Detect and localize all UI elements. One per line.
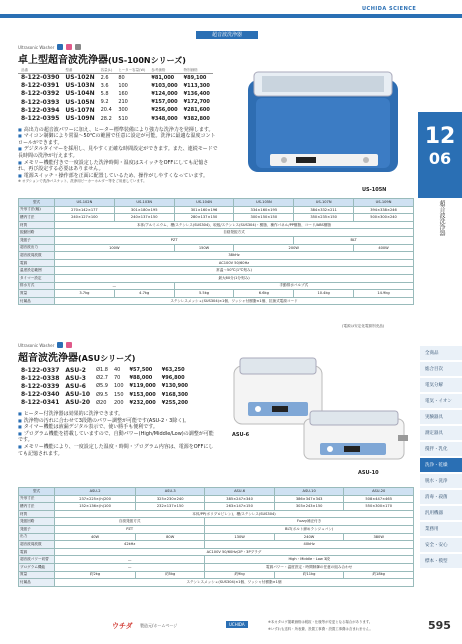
table-row: 質量 約2kg 約5kg 約9kg 約11kg 約18kg — [19, 571, 414, 579]
series-badges — [18, 44, 414, 50]
table-row: 型式 US-102N US-103N US-104N US-105N US-107N US-109N — [19, 199, 414, 207]
table-row: 外形寸法 237×225×(h)200 325×230×240 385×247×340 386×347×343 508×447×465 — [19, 495, 414, 503]
image-caption-b: ASU-10 — [358, 470, 379, 476]
vertical-label: 超音波洗浄器 — [438, 200, 445, 236]
table-row: 発振子 PZT BLT — [19, 236, 414, 244]
table-row: 電源 AC100V 50/60Hz — [19, 259, 414, 267]
feature-list — [18, 411, 218, 457]
section-title: 超音波洗浄器(ASUシリーズ) — [18, 353, 136, 364]
table-row: 8-122-0393 US-105N 9.2 210 ¥157,000 ¥172,700 — [21, 98, 210, 106]
sidebar-item[interactable]: 総合目次 — [420, 362, 462, 377]
list-item: ■ メモリー機能付きで一度設定した洗浄時間・温度はスイッチをOFFにしても記憶され、再び設定する必要はありません。 — [18, 160, 218, 173]
table-row: 材質 本体/PP(ポリプロピレン)、槽/ステンレス(SUS304) — [19, 510, 414, 518]
product-image-asu10 — [300, 405, 410, 465]
series-badges — [18, 342, 414, 348]
sidebar-item[interactable]: 標本・模型 — [420, 554, 462, 569]
footer-logo2: UCHIDA — [226, 621, 248, 628]
table-row: 槽内寸法 152×136×(h)100 232×137×150 263×147×150 303×243×150 550×300×170 — [19, 503, 414, 511]
table-row: 電源 AC100V 50/60Hz/2P・3Pプラグ — [19, 548, 414, 556]
badge-pink-icon — [66, 342, 72, 348]
table-row: 超音波周波数 42kHz 40kHz — [19, 541, 414, 549]
table-row: 超音波パワー切替 — High・Middle・Low 3段 — [19, 556, 414, 564]
sidebar-item-active[interactable]: 洗浄・乾燥 — [420, 458, 462, 473]
table-row: 温度設定範囲 常温～50℃(1℃刻み) — [19, 267, 414, 275]
footer-note1: ※本カタログ掲載価格は税抜・仕様等が変更となる場合があります。 — [268, 620, 373, 624]
list-item: ■ 高出力の超音波パワーに加え、ヒーター標準装備により強力な洗浄力を発揮します。 — [18, 127, 218, 134]
table-row: 8-122-0392 US-104N 5.8 160 ¥124,000 ¥136,400 — [21, 90, 210, 98]
series-label: Ultrasonic Washer — [18, 44, 55, 50]
table-row: 8-122-0341 ASU-20 Ø20 200 ¥232,000 ¥255,200 — [21, 399, 189, 407]
table-row: 8-122-0338 ASU-3 Ø2.7 70 ¥88,000 ¥96,800 — [21, 374, 185, 382]
table-row: 8-122-0337 ASU-2 Ø1.8 40 ¥57,500 ¥63,250 — [21, 366, 185, 374]
table-row: 超音波周波数 38kHz — [19, 252, 414, 260]
table-row: 発振子 PZT BLT(ボルト締めランジュバン) — [19, 525, 414, 533]
table-row: 型式 ASU-2 ASU-3 ASU-6 ASU-10 ASU-20 — [19, 488, 414, 496]
brand-label: UCHIDA SCIENCE — [362, 6, 417, 12]
sidebar-item[interactable]: 電気分解 — [420, 378, 462, 393]
table-row: 外形寸法(幅) 270×142×177 301×180×195 301×160×196 334×160×195 384×332×211 394×338×246 — [19, 206, 414, 214]
sidebar-item[interactable]: 実験器具 — [420, 410, 462, 425]
sidebar-item[interactable]: 撹拌・乳化 — [420, 442, 462, 457]
spec-table-us100n — [18, 198, 414, 305]
table-row: 質量 3.7kg 4.7kg 5.5kg 6.6kg 10.4kg 14.9kg — [19, 290, 414, 298]
header-band — [0, 14, 462, 18]
list-item: ■ デジタルタイマーを採用し、見やすく正確な時間設定ができます。また、連続モードで長時間の洗浄が行えます。 — [18, 146, 218, 159]
table-row: 付属品 ステンレスメッシュ(SUS304)×1個、ワッシャ付樹脂×1個 — [19, 579, 414, 587]
list-item: ■ プログラム機能を搭載していますので、自動パワー(High/Middle/Low)の調整が可能です。 — [18, 431, 218, 444]
option-note: ※ オプションで洗浄バスケット、洗浄用ビーカーホルダー等をご用意しています。 — [18, 179, 147, 184]
table-row: 槽内寸法 240×127×100 240×137×150 280×137×150 300×150×150 350×235×150 500×300×240 — [19, 214, 414, 222]
badge-gray-icon — [75, 44, 81, 50]
list-item: ■ 電源スイッチ・操作部を正面に配置しているため、操作がしやすくなっています。 — [18, 173, 218, 180]
footer-note2: ※いずれも送料・所表費、設置工事費・設置工事費は含まれません。 — [268, 627, 373, 631]
badge-blue-icon — [57, 44, 63, 50]
sidebar-item[interactable]: 汎用機器 — [420, 506, 462, 521]
section-title: 卓上型超音波洗浄器(US-100Nシリーズ) — [18, 55, 186, 66]
table-row: 付属品 ステンレスメッシュ(SUS304)×1個、ワッシャ付樹脂×1個、抗菌式電源コード — [19, 297, 414, 305]
table-row: 出力 40W 80W 130W 240W 380W — [19, 533, 414, 541]
chapter-sub: 06 — [428, 149, 452, 168]
footer-logo: ウチダ — [112, 622, 133, 630]
list-item: ■ メモリー機能により、一度設定した温度・時間・プログラム内容は、電源をOFFにしても記憶されます。 — [18, 444, 218, 457]
sidebar-item[interactable]: 安全・安心 — [420, 538, 462, 553]
table-row: 振動回路 自励発振方式 — [19, 229, 414, 237]
sidebar-item[interactable]: 全商品 — [420, 346, 462, 361]
spec-table-asu — [18, 487, 414, 587]
sidebar-item[interactable]: 業務用 — [420, 522, 462, 537]
spec-footnote: (電源は安定化電源別売品) — [342, 324, 385, 328]
table-row: 超音波出力 100W 150W 200W 400W — [19, 244, 414, 252]
table-row: 8-122-0395 US-109N 28.2 510 ¥348,000 ¥382,800 — [21, 115, 210, 123]
table-row: プログラム機能 — 電源パワー・温度設定・時間制御の任意の組み合わせ — [19, 563, 414, 571]
product-image-us105n — [240, 62, 408, 182]
table-row: 8-122-0339 ASU-6 Ø5.9 100 ¥119,000 ¥130,900 — [21, 382, 189, 390]
price-table: 品番 型番 容量(L) ヒーター容量(W) 参考価格 特別価格 8-122-0390 US-102N 2.6 80 ¥81,000 ¥89,100 8-122-0391 US-103N 3.6 100 ¥103,000 ¥113,300 8-122-0392 US-104N 5.8 160 ¥124,000 ¥136,400 8-122-0393 US-105N 9.2 210 ¥157,000 ¥172,700 8-122-0394 US-107N 20.4 300 ¥256,000 ¥281,600 8-122-0395 US-109N 28.2 510 ¥348,000 ¥382,800 — [18, 68, 213, 123]
image-caption-a: ASU-6 — [232, 432, 250, 438]
table-row: 8-122-0390 US-102N 2.6 80 ¥81,000 ¥89,100 — [21, 74, 207, 82]
sidebar-item[interactable]: 電気・イオン — [420, 394, 462, 409]
table-row: タイマー設定 最大60分(1分刻み) — [19, 274, 414, 282]
sidebar-item[interactable]: 消毒・殺菌 — [420, 490, 462, 505]
table-row: 8-122-0394 US-107N 20.4 300 ¥256,000 ¥281,600 — [21, 106, 210, 114]
feature-list — [18, 127, 218, 180]
table-row: 材質 本体/アルミニウム、槽/ステンレス(SUS304)、取板/ステンレス(SUS304)・樹脂、操作パネル/PP樹脂、コード/ABS樹脂 — [19, 221, 414, 229]
table-row: 8-122-0340 ASU-10 Ø9.5 150 ¥153,000 ¥168,300 — [21, 391, 189, 399]
badge-blue-icon — [57, 342, 63, 348]
table-row: 排水方式 — 手動排水バルブ式 — [19, 282, 414, 290]
table-row: 8-122-0391 US-103N 3.6 100 ¥103,000 ¥113,300 — [21, 82, 210, 90]
price-table — [18, 366, 191, 407]
sidebar-item[interactable]: 測定器具 — [420, 426, 462, 441]
sidebar-item[interactable]: 脱水・洗浄 — [420, 474, 462, 489]
list-item: ■ ヒーター付洗浄器は効果的に洗浄できます。 — [18, 411, 218, 418]
chapter-number: 12 — [424, 124, 456, 149]
series-label: Ultrasonic Washer — [18, 342, 55, 348]
page-number: 595 — [428, 619, 451, 632]
table-row: 発振回路 自励発振方式 Fuzzy補正付き — [19, 518, 414, 526]
category-label: 超音波洗浄器 — [196, 31, 258, 39]
badge-pink-icon — [66, 44, 72, 50]
page-footer — [0, 617, 462, 644]
chapter-tab — [418, 112, 462, 198]
list-item: ■ マイコン制御により常温～50℃の範囲で任意に設定が可能。洗浄に最適な温度コントロールができます。 — [18, 133, 218, 146]
list-item: ■ 洗浄物の汚れに合わせて3段階のパワー調整が可能です(ASU-2・3除く)。 — [18, 418, 218, 425]
footer-maker: 製造元/ホームページ — [140, 623, 178, 628]
image-caption: US-105N — [362, 187, 387, 193]
list-item: ■ タイマー機能は液漏デジタル表示で、使い勝手も便利です。 — [18, 424, 218, 431]
